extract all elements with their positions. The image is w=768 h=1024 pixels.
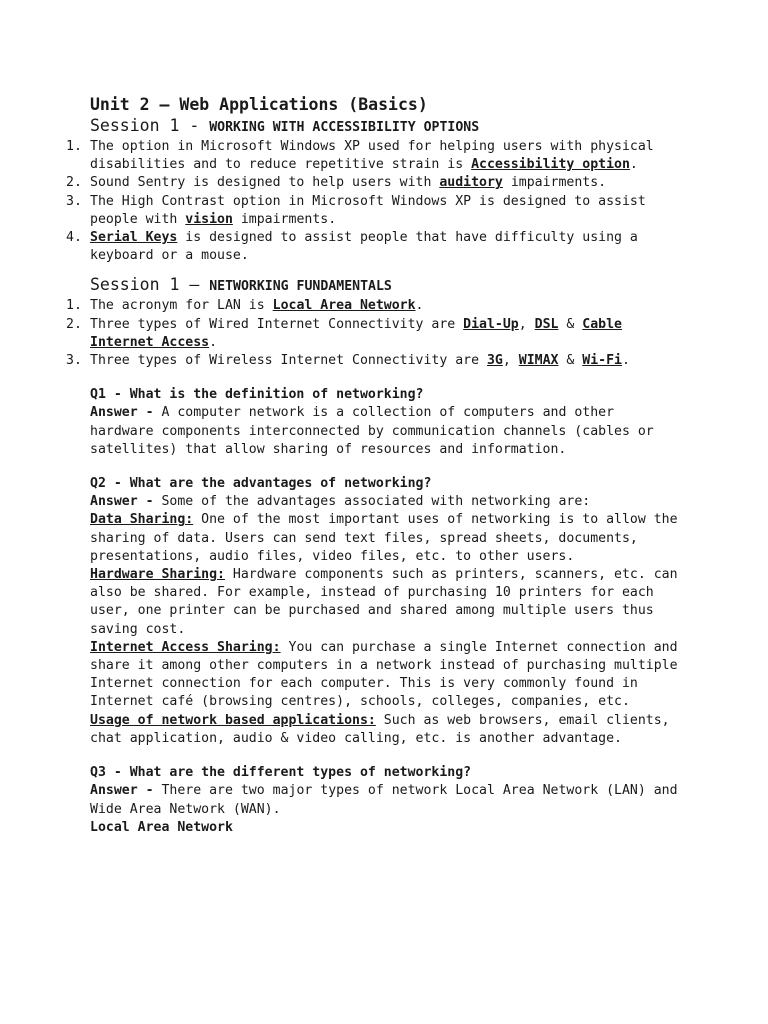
lan-subheading: Local Area Network [90, 819, 233, 835]
answer-1: Answer - A computer network is a collection of computers and other hardware components interconnected by communication channels (cables or satellites) that allow sharing of resources and information. [90, 405, 654, 457]
session-1-heading: Session 1 - WORKING WITH ACCESSIBILITY OPTIONS [90, 116, 480, 135]
session-2-heading: Session 1 – NETWORKING FUNDAMENTALS [90, 275, 392, 295]
answer-2: Answer - Some of the advantages associated with networking are: [90, 494, 591, 510]
question-1-block [90, 386, 680, 459]
question-3: Q3 - What are the different types of networking? [90, 765, 472, 781]
list-item: 2. Sound Sentry is designed to help users with auditory impairments. [66, 175, 607, 191]
list-item: 2. Three types of Wired Internet Connectivity are Dial-Up, DSL & Cable Internet Access. [66, 316, 622, 350]
list-item: 3. Three types of Wireless Internet Connectivity are 3G, WIMAX & Wi-Fi. [66, 353, 630, 369]
advantage-item: Internet Access Sharing: You can purchase a single Internet connection and share it among other computers in a network instead of purchasing multiple Internet connection for each computer. This is very commonly found in Internet café (browsing centres), schools, colleges, companies, etc. [90, 639, 678, 710]
advantage-item: Hardware Sharing: Hardware components such as printers, scanners, etc. can also be shared. For example, instead of purchasing 10 printers for each user, one printer can be purchased and shared among multiple users thus saving cost. [90, 567, 678, 637]
advantage-item: Data Sharing: One of the most important uses of networking is to allow the sharing of data. Users can send text files, spread sheets, documents, presentations, audio files, video files, etc. to other users. [90, 512, 678, 564]
question-2-block [90, 475, 680, 748]
question-2: Q2 - What are the advantages of networking? [90, 476, 432, 492]
answer-3: Answer - There are two major types of network Local Area Network (LAN) and Wide Area Network (WAN). [90, 783, 678, 817]
list-item: 4. Serial Keys is designed to assist people that have difficulty using a keyboard or a mouse. [66, 230, 638, 264]
list-item: 1. The option in Microsoft Windows XP used for helping users with physical disabilities and to reduce repetitive strain is Accessibility option. [66, 139, 654, 173]
question-1: Q1 - What is the definition of networking? [90, 387, 424, 403]
accessibility-list [66, 138, 680, 265]
unit-title: Unit 2 – Web Applications (Basics) [90, 95, 428, 114]
question-3-block [90, 764, 680, 837]
advantage-item: Usage of network based applications: Such as web browsers, email clients, chat application, audio & video calling, etc. is another advantage. [90, 712, 670, 746]
list-item: 1. The acronym for LAN is Local Area Network. [66, 298, 424, 314]
document-body [66, 94, 680, 837]
networking-list [66, 297, 680, 370]
list-item: 3. The High Contrast option in Microsoft Windows XP is designed to assist people with vision impairments. [66, 193, 646, 227]
